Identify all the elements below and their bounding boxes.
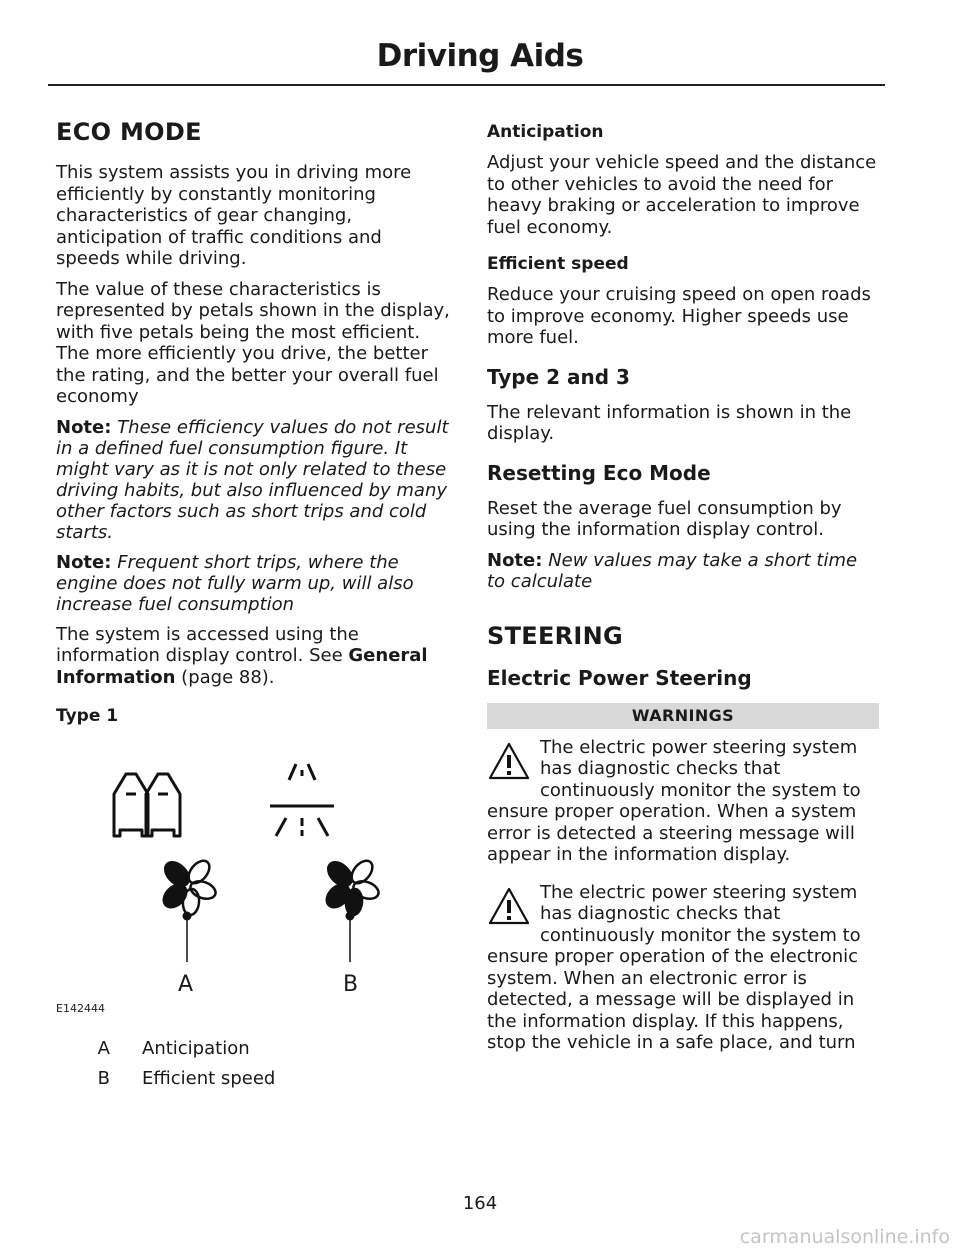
access-text: The system is accessed using the information display control. See <box>56 623 359 666</box>
warning-block <box>487 737 879 866</box>
note-text: These efficiency values do not result in a defined fuel consumption figure. It might vary as it is not only related to these driving habits, but also influenced by many other factors such as short trips and cold starts. <box>56 416 449 543</box>
eco-mode-illustration <box>56 736 451 1006</box>
figure-label-a: A <box>178 972 194 997</box>
eco-petals-paragraph: The value of these characteristics is represented by petals shown in the display, with five petals being the most efficient. The more efficiently you drive, the better the rating, and the better your overall fuel economy <box>56 278 450 407</box>
note-label: Note: <box>56 416 112 438</box>
eco-mode-figure <box>56 736 451 1016</box>
watermark: carmanualsonline.info <box>739 1226 950 1248</box>
warning-block <box>487 882 879 1054</box>
right-column <box>487 122 879 1070</box>
page-number: 164 <box>462 1193 498 1214</box>
warnings-banner: WARNINGS <box>487 703 879 729</box>
figure-legend <box>56 1034 451 1094</box>
efficient-speed-heading: Efficient speed <box>487 254 629 274</box>
figure-label-b: B <box>343 972 359 997</box>
anticipation-paragraph: Adjust your vehicle speed and the distance to other vehicles to avoid the need for heavy braking or acceleration to improve fuel economy. <box>487 152 877 238</box>
page-reference: (page 88). <box>175 666 275 688</box>
note-text: New values may take a short time to calculate <box>487 549 858 592</box>
reset-paragraph: Reset the average fuel consumption by using the information display control. <box>487 497 842 540</box>
petal-gauge-a <box>159 857 218 962</box>
petal-gauge-b <box>322 857 381 962</box>
legend-row <box>56 1034 451 1064</box>
eco-intro-paragraph: This system assists you in driving more efficiently by constantly monitoring characteristics of gear changing, anticipation of traffic conditions and speeds while driving. <box>56 162 412 269</box>
warning-text-indent: The electric power steering system has diagnostic checks that continuously monitor the system to <box>540 881 861 946</box>
left-column <box>56 118 451 1094</box>
two-cars-icon <box>114 774 180 836</box>
type23-heading: Type 2 and 3 <box>487 364 630 389</box>
note-label: Note: <box>487 549 543 571</box>
resetting-eco-mode-heading: Resetting Eco Mode <box>487 460 711 485</box>
electric-power-steering-heading: Electric Power Steering <box>487 665 752 690</box>
legend-text: Anticipation <box>142 1038 250 1059</box>
legend-key: B <box>97 1068 110 1089</box>
type1-heading: Type 1 <box>56 706 119 726</box>
note-text: Frequent short trips, where the engine does not fully warm up, will also increase fuel consumption <box>56 551 414 615</box>
general-information-link[interactable]: General Information <box>56 645 428 688</box>
note-short-trips <box>56 552 451 615</box>
eco-mode-heading: ECO MODE <box>56 118 202 146</box>
note-label: Note: <box>56 551 112 573</box>
road-icon <box>270 764 334 836</box>
warning-text: ensure proper operation. When a system error is detected a steering message will appear in the information display. <box>487 801 857 865</box>
note-efficiency <box>56 417 451 543</box>
anticipation-heading: Anticipation <box>487 122 604 142</box>
efficient-speed-paragraph: Reduce your cruising speed on open roads to improve economy. Higher speeds use more fuel. <box>487 284 871 348</box>
access-paragraph <box>56 624 451 689</box>
warning-text-indent: The electric power steering system has diagnostic checks that continuously monitor the system to <box>540 736 861 801</box>
legend-text: Efficient speed <box>142 1068 276 1089</box>
warning-triangle-icon <box>487 741 531 781</box>
header-rule <box>48 84 885 86</box>
legend-row <box>56 1064 451 1094</box>
page-title: Driving Aids <box>376 38 584 74</box>
note-calculate <box>487 550 879 592</box>
type23-paragraph: The relevant information is shown in the display. <box>487 401 852 444</box>
steering-heading: STEERING <box>487 621 624 650</box>
warning-triangle-icon <box>487 886 531 926</box>
warning-text: ensure proper operation of the electronic system. When an electronic error is detected, a message will be displayed in the information display. If this happens, stop the vehicle in a safe place, and turn <box>487 946 859 1053</box>
figure-code: E142444 <box>56 1002 105 1015</box>
legend-key: A <box>97 1038 110 1059</box>
